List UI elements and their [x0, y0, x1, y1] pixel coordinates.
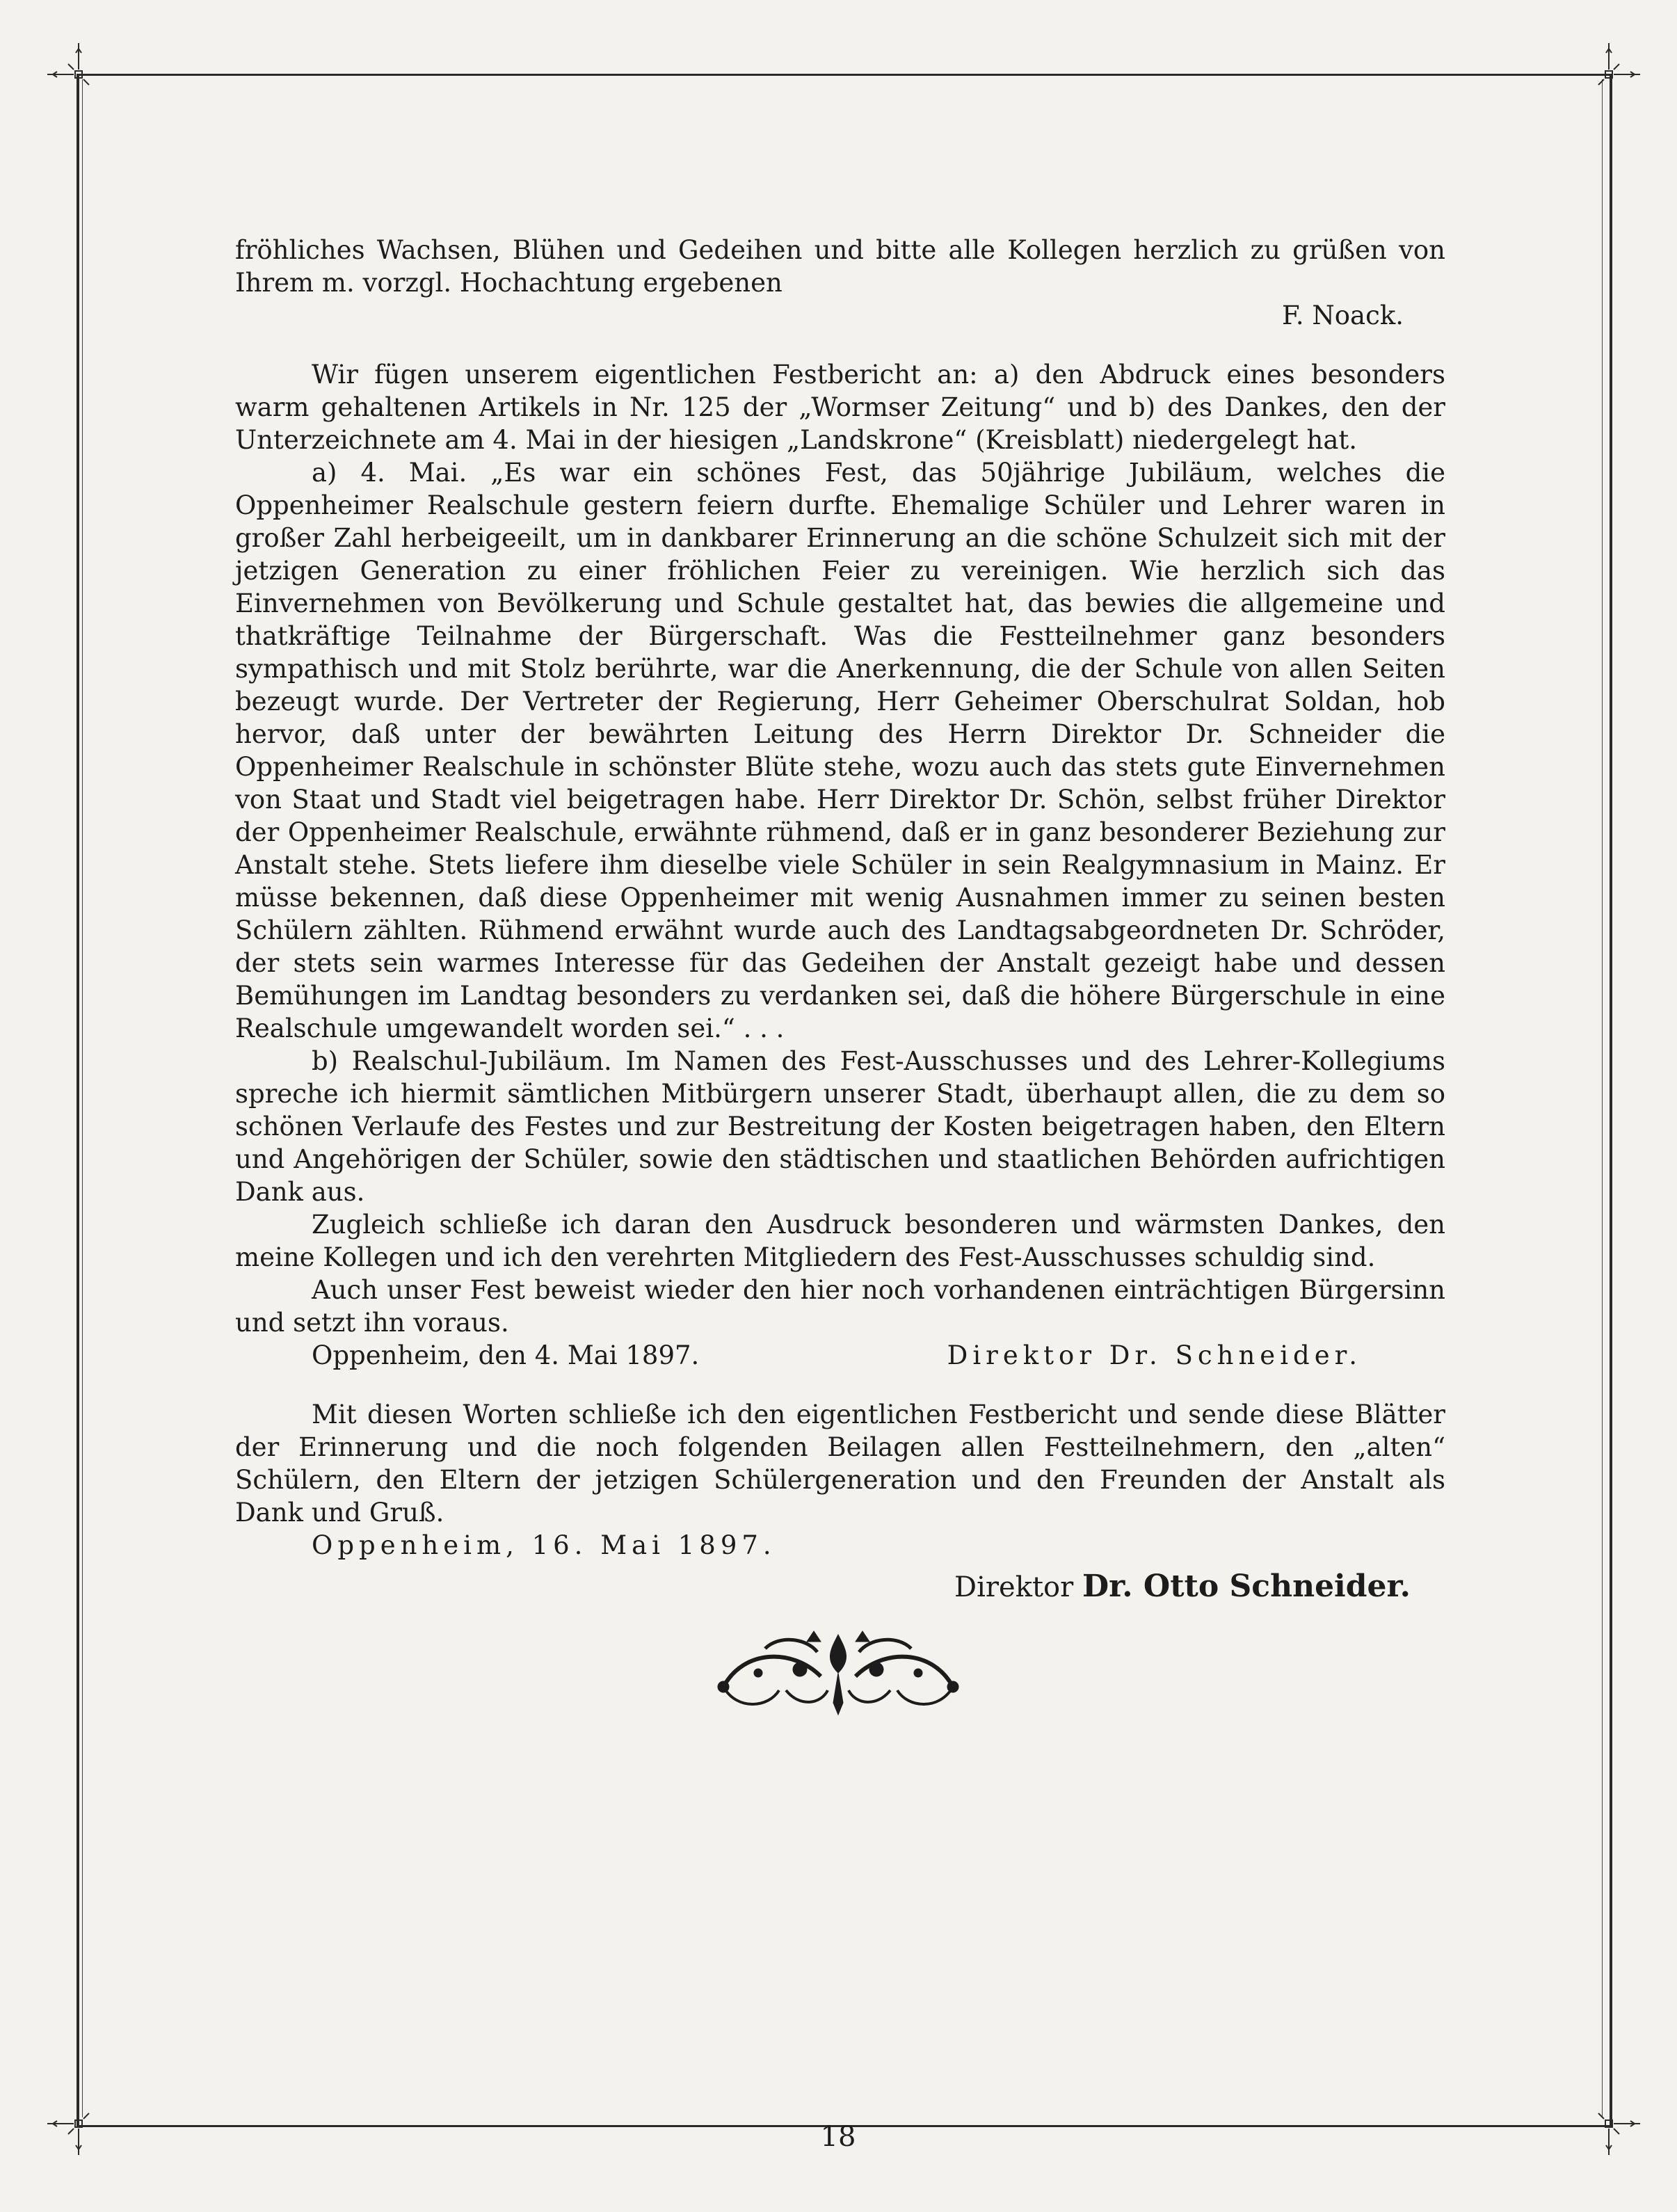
dateline-place-date: Oppenheim, den 4. Mai 1897. — [312, 1340, 700, 1370]
corner-ornament-top-right — [1578, 43, 1640, 106]
page-number: 18 — [820, 2121, 856, 2153]
closing-signature — [235, 1570, 1445, 1604]
paragraph-civic-spirit: Auch unser Fest beweist wieder den hier noch vorhandenen einträchtigen Bürgersinn und setzt ihn voraus. — [235, 1275, 1445, 1338]
paragraph-intro: Wir fügen unserem eigentlichen Festbericht an: a) den Abdruck eines besonders warm gehaltenen Artikels in Nr. 125 der „Wormser Zeitung“ und b) des Dankes, den der Unterzeichnete am 4. Mai in der hiesigen „Landskrone“ (Kreisblatt) niedergelegt hat. — [235, 360, 1445, 455]
signature-schneider: Direktor Dr. Schneider. — [947, 1340, 1362, 1370]
closing-signature-name: Dr. Otto Schneider. — [1082, 1569, 1411, 1604]
paragraph-thanks-b: b) Realschul-Jubiläum. Im Namen des Fest-Ausschusses und des Lehrer-Kollegiums spreche ich hiermit sämtlichen Mitbürgern unserer Stadt, überhaupt allen, die zu dem so schönen Verlaufe des Festes und zur Bestreitung der Kosten beigetragen haben, den Eltern und Angehörigen der Schüler, sowie den städtischen und staatlichen Behörden aufrichtigen Dank aus. — [235, 1046, 1445, 1207]
dateline-place-date-2: Oppenheim, 16. Mai 1897. — [312, 1530, 776, 1560]
paragraph-closing: Mit diesen Worten schließe ich den eigentlichen Festbericht und sende diese Blätter der Erinnerung und die noch folgenden Beilagen allen Festteilnehmern, den „alten“ Schülern, den Eltern der jetzigen Schülergeneration und den Freunden der Anstalt als Dank und Gruß. — [235, 1400, 1445, 1528]
document-body — [235, 234, 1445, 1604]
paragraph-thanks-committee: Zugleich schließe ich daran den Ausdruck besonderen und wärmsten Dankes, den meine Kollegen und ich den verehrten Mitgliedern des Fest-Ausschusses schuldig sind. — [235, 1210, 1445, 1272]
closing-signature-title: Direktor — [954, 1571, 1074, 1603]
paragraph-article-a: a) 4. Mai. „Es war ein schönes Fest, das 50jährige Jubiläum, welches die Oppenheimer Realschule gestern feiern durfte. Ehemalige Schüler und Lehrer waren in großer Zahl herbeigeeilt, um in dankbarer Erinnerung an die schöne Schulzeit sich mit der jetzigen Generation zu einer fröhlichen Feier zu vereinigen. Wie herzlich sich das Einvernehmen von Bevölkerung und Schule gestaltet hat, das bewies die allgemeine und thatkräftige Teilnahme der Bürgerschaft. Was die Festteilnehmer ganz besonders sympathisch und mit Stolz berührte, war die Anerkennung, die der Schule von allen Seiten bezeugt wurde. Der Vertreter der Regierung, Herr Geheimer Oberschulrat Soldan, hob hervor, daß unter der bewährten Leitung des Herrn Direktor Dr. Schneider die Oppenheimer Realschule in schönster Blüte stehe, wozu auch das stets gute Einvernehmen von Staat und Stadt viel beigetragen habe. Herr Direktor Dr. Schön, selbst früher Direktor der Oppenheimer Realschule, erwähnte rühmend, daß er in ganz besonderer Beziehung zur Anstalt stehe. Stets liefere ihm dieselbe viele Schüler in sein Realgymnasium in Mainz. Er müsse bekennen, daß diese Oppenheimer mit wenig Ausnahmen immer zu seinen besten Schülern zählten. Rühmend erwähnt wurde auch des Landtagsabgeordneten Dr. Schröder, der stets sein warmes Interesse für das Gedeihen der Anstalt gezeigt habe und dessen Bemühungen im Landtag besonders zu verdanken sei, daß die höhere Bürgerschule in eine Realschule umgewandelt worden sei.“ . . . — [235, 458, 1445, 1043]
signature-noack: F. Noack. — [1281, 300, 1404, 330]
corner-ornament-bottom-right — [1578, 2092, 1640, 2155]
paragraph-letter-close: fröhliches Wachsen, Blühen und Gedeihen und bitte alle Kollegen herzlich zu grüßen von Ihrem m. vorzgl. Hochachtung ergebenen — [235, 235, 1445, 298]
corner-ornament-bottom-left — [47, 2092, 110, 2155]
dateline-row-1 — [235, 1339, 1445, 1372]
decorative-vignette-icon — [703, 1621, 974, 1725]
corner-ornament-top-left — [47, 43, 110, 106]
